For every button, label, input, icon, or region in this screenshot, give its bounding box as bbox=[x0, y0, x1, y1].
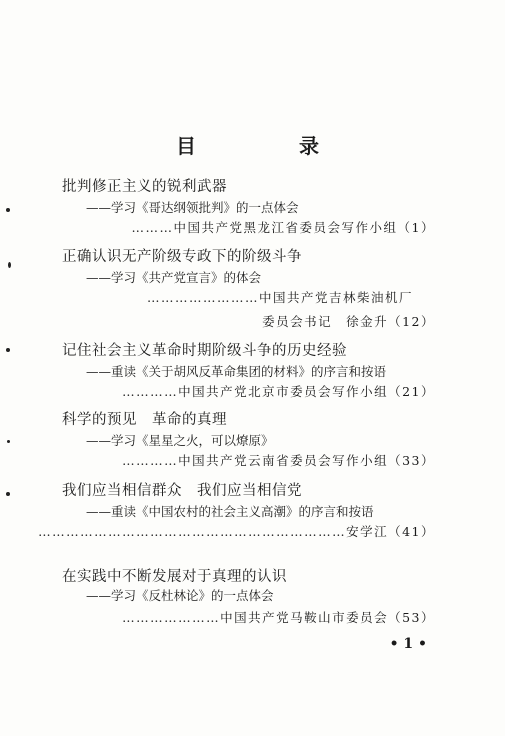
margin-dot bbox=[6, 492, 10, 496]
entry-subtitle: ——重读《关于胡风反革命集团的材料》的序言和按语 bbox=[86, 364, 387, 379]
margin-dot bbox=[7, 440, 10, 443]
page-number: • 1 • bbox=[389, 636, 427, 652]
entry-subtitle: ——学习《共产党宣言》的体会 bbox=[86, 270, 262, 285]
entry-title[interactable]: 科学的预见 革命的真理 bbox=[62, 412, 227, 428]
entry-author-page: ………中国共产党黑龙江省委员会写作小组（1） bbox=[131, 220, 435, 235]
entry-author-page: …………………中国共产党马鞍山市委员会（53） bbox=[122, 610, 435, 625]
entry-subtitle: ——学习《反杜林论》的一点体会 bbox=[86, 588, 274, 603]
entry-subtitle: ——学习《哥达纲领批判》的一点体会 bbox=[86, 200, 299, 215]
entry-title[interactable]: 在实践中不断发展对于真理的认识 bbox=[62, 569, 287, 585]
entry-title[interactable]: 批判修正主义的锐利武器 bbox=[62, 179, 227, 195]
margin-dot bbox=[6, 348, 10, 352]
entry-author-page: …………………………………………………………安学江（41） bbox=[38, 524, 435, 539]
entry-author: ……………………中国共产党吉林柴油机厂 bbox=[146, 290, 413, 305]
entry-author-page: 委员会书记 徐金升（12） bbox=[262, 314, 435, 329]
entry-subtitle: ——学习《星星之火，可以燎原》 bbox=[86, 433, 274, 448]
entry-title[interactable]: 我们应当相信群众 我们应当相信党 bbox=[62, 483, 302, 499]
margin-dot bbox=[6, 208, 10, 212]
entry-title[interactable]: 正确认识无产阶级专政下的阶级斗争 bbox=[62, 249, 302, 265]
entry-author-page: …………中国共产党云南省委员会写作小组（33） bbox=[122, 453, 435, 468]
margin-dot bbox=[8, 262, 11, 268]
entry-subtitle: ——重读《中国农村的社会主义高潮》的序言和按语 bbox=[86, 504, 374, 519]
entry-title[interactable]: 记住社会主义革命时期阶级斗争的历史经验 bbox=[62, 343, 347, 359]
entry-author-page: …………中国共产党北京市委员会写作小组（21） bbox=[122, 384, 435, 399]
table-of-contents-heading: 目 录 bbox=[176, 134, 367, 158]
